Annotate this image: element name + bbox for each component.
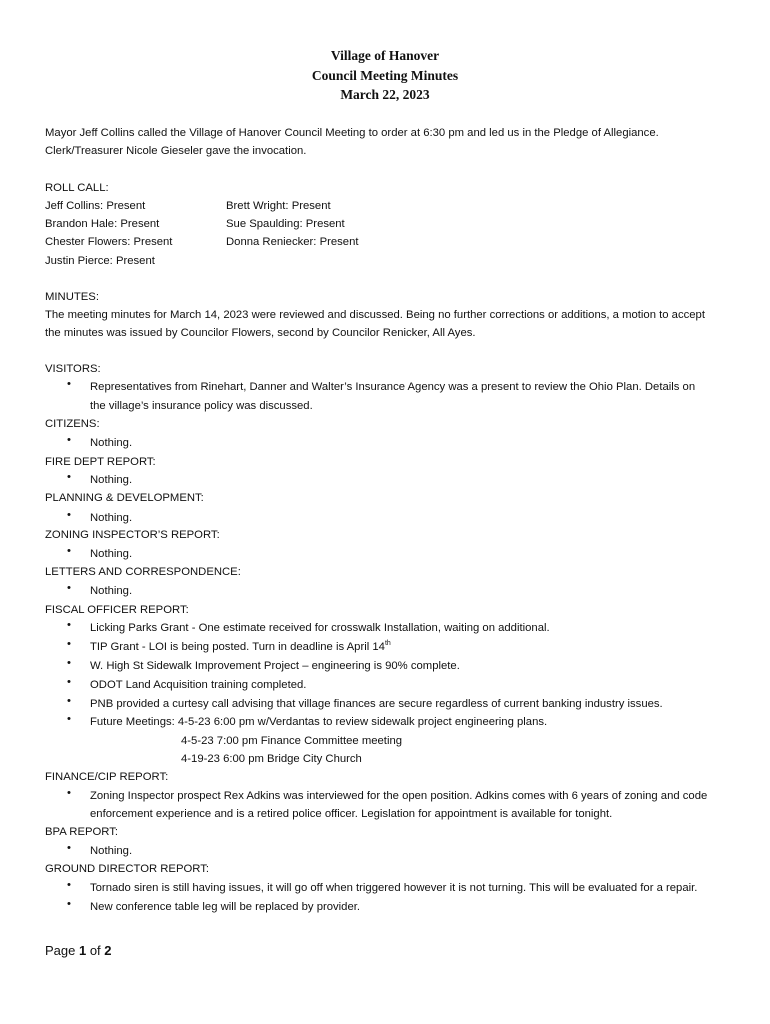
roll-call-entry: Donna Reniecker: Present xyxy=(226,236,359,248)
minutes-heading: MINUTES: xyxy=(45,291,99,303)
bullet-icon: • xyxy=(67,842,71,854)
letters-item: Nothing. xyxy=(90,585,133,597)
roll-call-heading: ROLL CALL: xyxy=(45,182,109,194)
fiscal-item: PNB provided a curtesy call advising that village finances are secure regardless of current banking industry issues. xyxy=(90,698,663,710)
bullet-icon: • xyxy=(67,657,71,669)
roll-call-entry: Brett Wright: Present xyxy=(226,200,331,212)
roll-call-entry: Jeff Collins: Present xyxy=(45,200,146,212)
bullet-icon: • xyxy=(67,898,71,910)
header-date: March 22, 2023 xyxy=(340,87,430,102)
fiscal-item: ODOT Land Acquisition training completed. xyxy=(90,679,307,691)
roll-call-entry: Chester Flowers: Present xyxy=(45,236,173,248)
visitors-heading: VISITORS: xyxy=(45,363,101,375)
page-number: Page 1 of 2 xyxy=(45,943,112,958)
fiscal-item: Future Meetings: 4-5-23 6:00 pm w/Verdantas to review sidewalk project engineering plans. xyxy=(90,716,548,728)
fiscal-item: TIP Grant - LOI is being posted. Turn in deadline is April 14th xyxy=(90,640,391,653)
document-header xyxy=(0,46,770,105)
visitors-item-line-2: the village’s insurance policy was discussed. xyxy=(90,400,313,412)
fiscal-heading: FISCAL OFFICER REPORT: xyxy=(45,604,189,616)
citizens-item: Nothing. xyxy=(90,437,133,449)
bullet-icon: • xyxy=(67,879,71,891)
bullet-icon: • xyxy=(67,787,71,799)
bullet-icon: • xyxy=(67,676,71,688)
superscript-suffix: th xyxy=(384,640,391,647)
visitors-item-line-1: Representatives from Rinehart, Danner and Walter’s Insurance Agency was a present to review the Ohio Plan. Details on xyxy=(90,381,696,393)
zoning-heading: ZONING INSPECTOR’S REPORT: xyxy=(45,529,220,541)
fiscal-item-continuation: 4-19-23 6:00 pm Bridge City Church xyxy=(181,753,362,765)
planning-heading: PLANNING & DEVELOPMENT: xyxy=(45,492,204,504)
bullet-icon: • xyxy=(67,695,71,707)
minutes-text-line-1: The meeting minutes for March 14, 2023 were reviewed and discussed. Being no further corrections or additions, a motion to accept xyxy=(45,309,705,321)
header-title: Village of Hanover xyxy=(330,48,440,63)
bullet-icon: • xyxy=(67,434,71,446)
bullet-icon: • xyxy=(67,509,71,521)
bullet-icon: • xyxy=(67,619,71,631)
fiscal-item-continuation: 4-5-23 7:00 pm Finance Committee meeting xyxy=(181,735,403,747)
fire-heading: FIRE DEPT REPORT: xyxy=(45,456,156,468)
citizens-heading: CITIZENS: xyxy=(45,418,100,430)
bullet-icon: • xyxy=(67,378,71,390)
fiscal-item: Licking Parks Grant - One estimate received for crosswalk Installation, waiting on additional. xyxy=(90,622,550,634)
zoning-item: Nothing. xyxy=(90,548,133,560)
roll-call-entry: Brandon Hale: Present xyxy=(45,218,160,230)
finance-heading: FINANCE/CIP REPORT: xyxy=(45,771,169,783)
bullet-icon: • xyxy=(67,471,71,483)
ground-heading: GROUND DIRECTOR REPORT: xyxy=(45,863,210,875)
bullet-icon: • xyxy=(67,545,71,557)
letters-heading: LETTERS AND CORRESPONDENCE: xyxy=(45,566,241,578)
roll-call-entry: Justin Pierce: Present xyxy=(45,255,155,267)
header-subtitle: Council Meeting Minutes xyxy=(311,67,459,83)
finance-item-line-1: Zoning Inspector prospect Rex Adkins was interviewed for the open position. Adkins comes with 6 years of zoning and code xyxy=(90,790,708,802)
planning-item: Nothing. xyxy=(90,512,133,524)
finance-item-line-2: enforcement experience and is a retired police officer. Legislation for appointment is available for tonight. xyxy=(90,808,613,820)
bpa-heading: BPA REPORT: xyxy=(45,826,119,838)
fiscal-item: W. High St Sidewalk Improvement Project – engineering is 90% complete. xyxy=(90,660,460,672)
bullet-icon: • xyxy=(67,582,71,594)
ground-item: Tornado siren is still having issues, it will go off when triggered however it is not turning. This will be evaluated for a repair. xyxy=(90,882,698,894)
intro-line-2: Clerk/Treasurer Nicole Gieseler gave the invocation. xyxy=(45,145,307,157)
bullet-icon: • xyxy=(67,638,71,650)
fire-item: Nothing. xyxy=(90,474,133,486)
intro-line-1: Mayor Jeff Collins called the Village of Hanover Council Meeting to order at 6:30 pm and led us in the Pledge of Allegiance. xyxy=(45,127,659,139)
bullet-icon: • xyxy=(67,713,71,725)
bpa-item: Nothing. xyxy=(90,845,133,857)
roll-call-entry: Sue Spaulding: Present xyxy=(226,218,345,230)
ground-item: New conference table leg will be replaced by provider. xyxy=(90,901,361,913)
minutes-text-line-2: the minutes was issued by Councilor Flowers, second by Councilor Renicker, All Ayes. xyxy=(45,327,476,339)
